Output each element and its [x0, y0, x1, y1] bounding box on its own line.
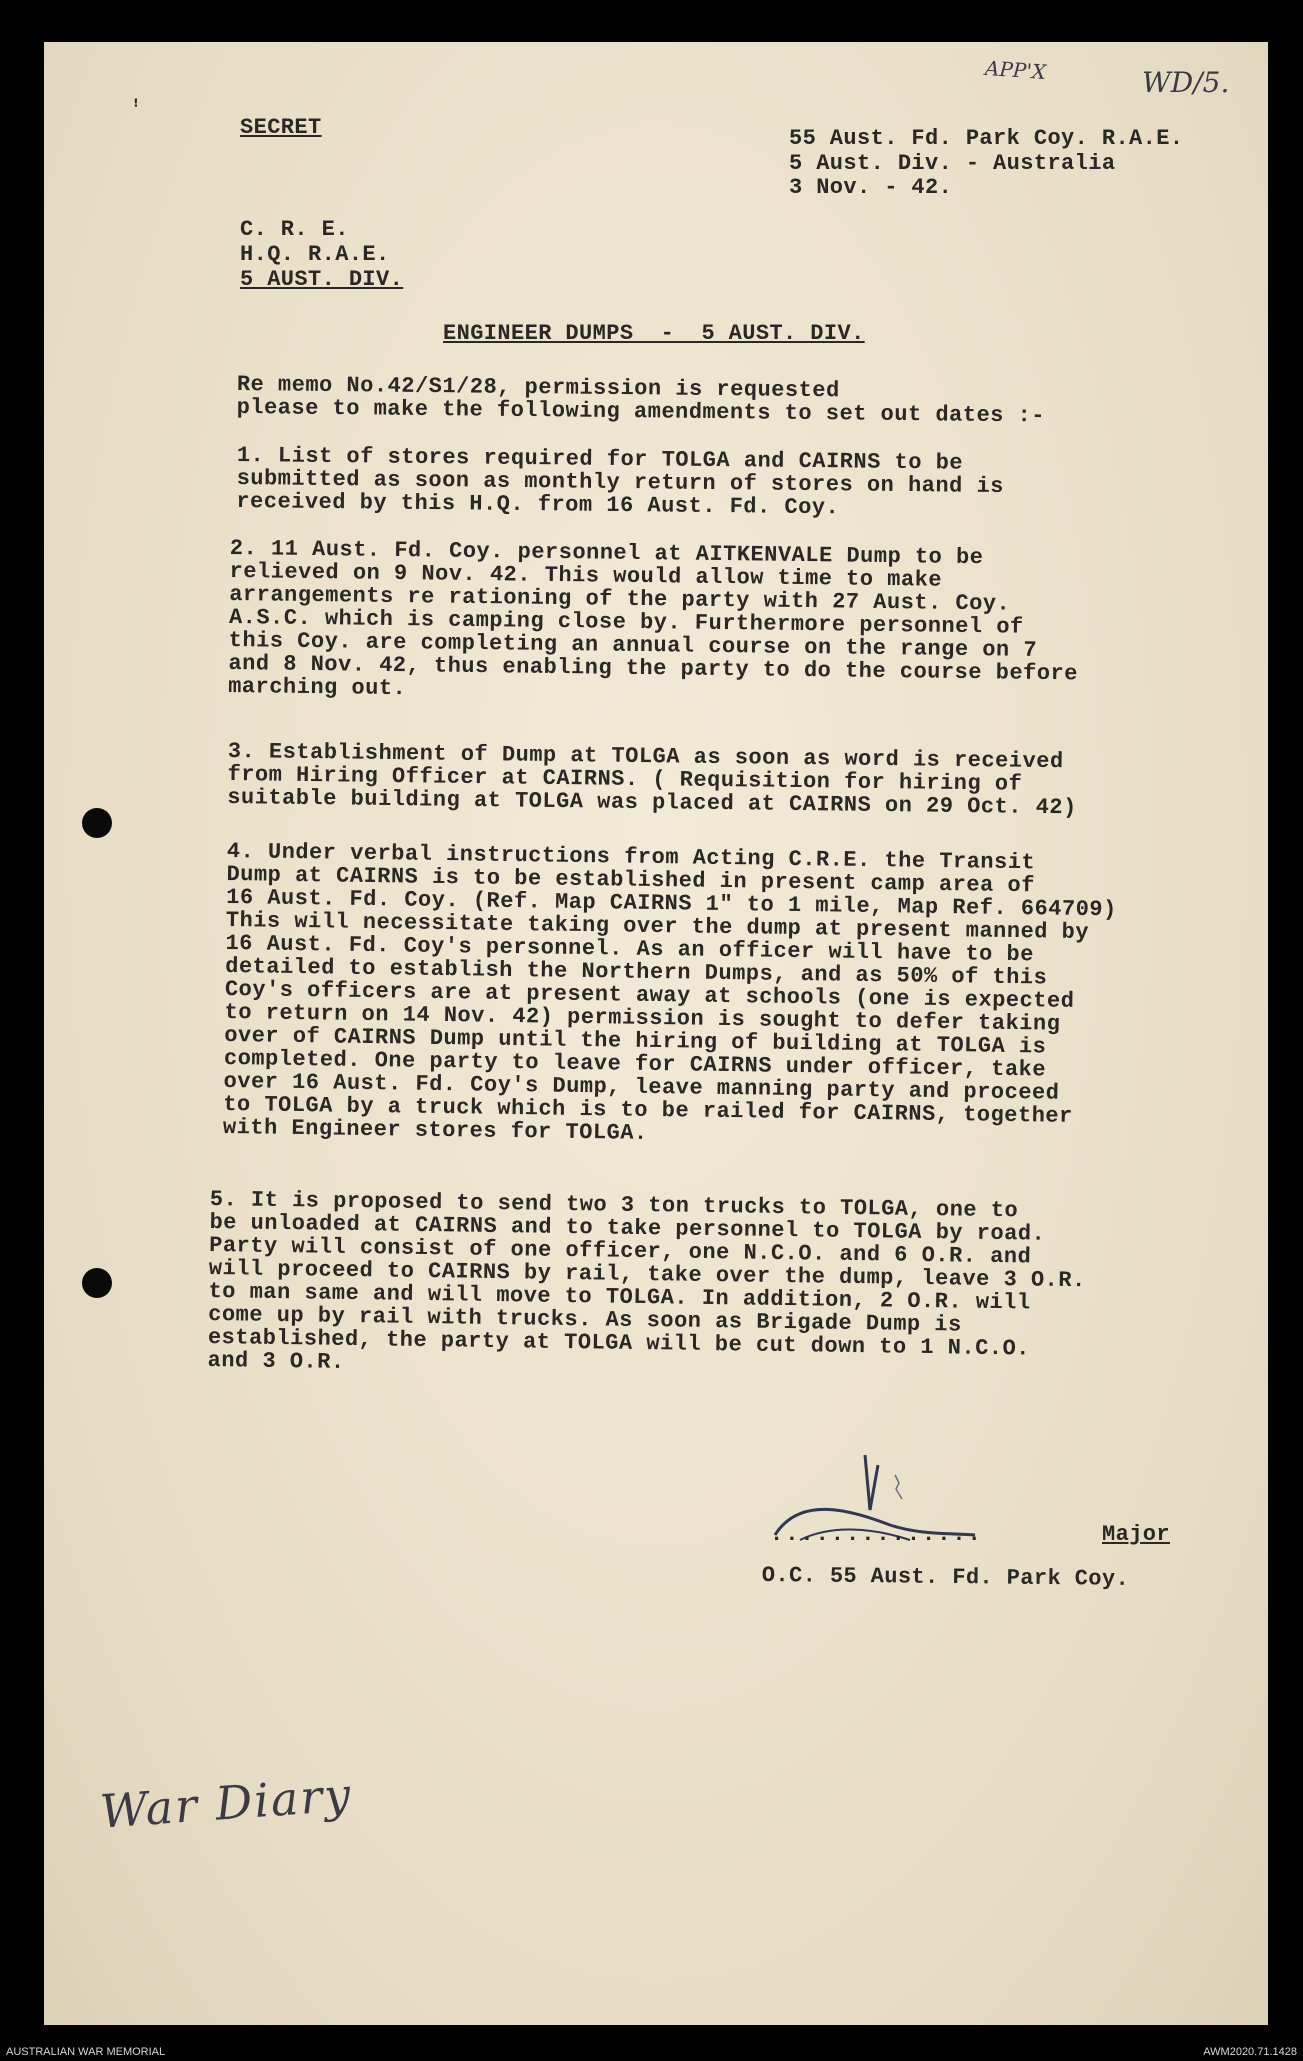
punch-hole-top: [82, 808, 112, 838]
sender-division: 5 Aust. Div. - Australia: [789, 151, 1116, 176]
recipient-line-3: 5 AUST. DIV.: [240, 267, 404, 292]
recipient-line-2: H.Q. R.A.E.: [240, 242, 390, 267]
classification-label: SECRET: [240, 115, 322, 140]
appendix-annotation: APP'X: [984, 55, 1047, 85]
intro-paragraph: Re memo No.42/S1/28, permission is requested please to make the following amendments to set out dates :-: [236, 372, 1046, 429]
recipient-line-1: C. R. E.: [240, 217, 349, 242]
paragraph-2: 2. 11 Aust. Fd. Coy. personnel at AITKENVALE Dump to be relieved on 9 Nov. 42. This would allow time to make arrangements re rationing of the party with 27 Aust. Coy. A.S.C. which is camping close by. Furthermore personnel of this Coy. are completing an annual course on the range on 7 and 8 Nov. 42, thus enabling the party to do the course before marching out.: [228, 536, 1079, 702]
war-diary-handwriting: War Diary: [98, 1767, 354, 1839]
paragraph-3: 3. Establishment of Dump at TOLGA as soon as word is received from Hiring Officer at CAIRNS. ( Requisition for hiring of suitable building at TOLGA was placed at CAIRNS on 29 Oct. 42): [227, 739, 1077, 821]
mark-dot: ꜝ: [131, 101, 142, 119]
sender-unit: 55 Aust. Fd. Park Coy. R.A.E.: [789, 126, 1184, 151]
paragraph-4: 4. Under verbal instructions from Acting C.R.E. the Transit Dump at CAIRNS is to be established in present camp area of 16 Aust. Fd. Coy. (Ref. Map CAIRNS 1" to 1 mile, Map Ref. 664709) This will necessitate taking over the dump at present manned by 16 Aust. Fd. Coy's personnel. As an officer will have to be detailed to establish the Northern Dumps, and as 50% of this Coy's officers are at present away at schools (one is expected to return on 14 Nov. 42) permission is sought to defer taking over of CAIRNS Dump until the hiring of building at TOLGA is completed. One party to leave for CAIRNS under officer, take over 16 Aust. Fd. Coy's Dump, leave manning party and proceed to TOLGA by a truck which is to be railed for CAIRNS, together with Engineer stores for TOLGA.: [222, 839, 1117, 1146]
war-diary-reference: WD/5.: [1142, 66, 1230, 99]
subject-heading: ENGINEER DUMPS - 5 AUST. DIV.: [443, 321, 865, 346]
signature-line: ..............: [770, 1522, 983, 1547]
punch-hole-bottom: [82, 1268, 112, 1298]
signatory-rank: Major: [1102, 1522, 1171, 1547]
footer-institution: AUSTRALIAN WAR MEMORIAL: [6, 2046, 166, 2058]
footer-accession-number: AWM2020.71.1428: [1203, 2046, 1297, 2058]
paragraph-5: 5. It is proposed to send two 3 ton trucks to TOLGA, one to be unloaded at CAIRNS and to take personnel to TOLGA by road. Party will consist of one officer, one N.C.O. and 6 O.R. and will proceed to CAIRNS by rail, take over the dump, leave 3 O.R. to man same and will move to TOLGA. In addition, 2 O.R. will come up by rail with trucks. As soon as Brigade Dump is established, the party at TOLGA will be cut down to 1 N.C.O. and 3 O.R.: [207, 1187, 1086, 1375]
paragraph-1: 1. List of stores required for TOLGA and CAIRNS to be submitted as soon as monthly return of stores on hand is received by this H.Q. from 16 Aust. Fd. Coy.: [236, 443, 1005, 521]
signature-scribble: [770, 1455, 980, 1565]
letter-date: 3 Nov. - 42.: [789, 175, 953, 200]
signatory-title: O.C. 55 Aust. Fd. Park Coy.: [761, 1563, 1130, 1592]
